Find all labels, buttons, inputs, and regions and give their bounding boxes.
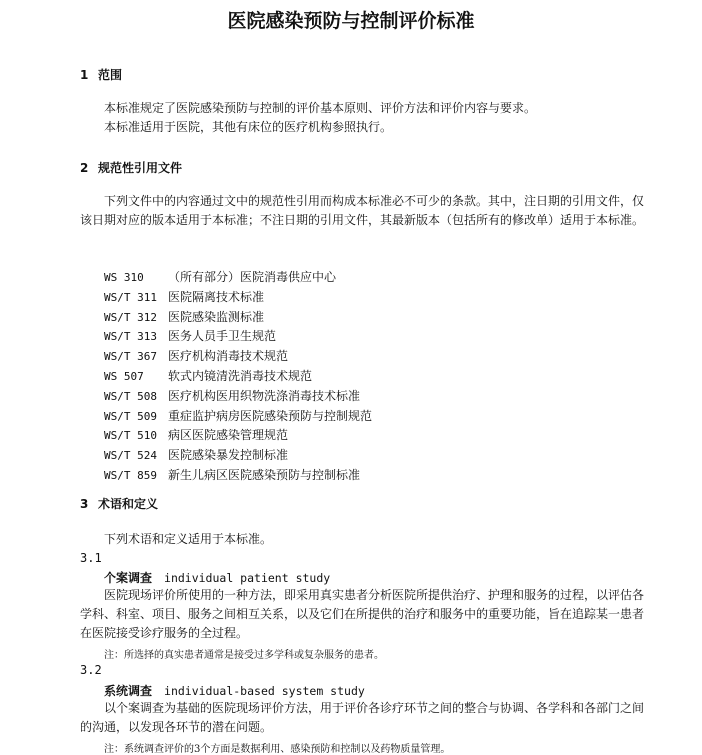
term-definition: 以个案调查为基础的医院现场评价方法，用于评价各诊疗环节之间的整合与协调、各学科和各部门之间的沟通，以发现各环节的潜在问题。 bbox=[80, 701, 645, 734]
reference-item: WS 507 软式内镜清洗消毒技术规范 bbox=[104, 368, 313, 383]
term-chinese: 系统调查 bbox=[104, 684, 153, 698]
reference-item: WS/T 313 医务人员手卫生规范 bbox=[104, 329, 277, 344]
section-3-heading bbox=[80, 495, 158, 512]
section-number: 1 bbox=[80, 68, 89, 82]
term-note: 注：系统调查评价的3个方面是数据利用、感染预防和控制以及药物质量管理。 bbox=[104, 744, 451, 755]
paragraph: 下列术语和定义适用于本标准。 bbox=[104, 532, 273, 546]
clause-number: 3.2 bbox=[80, 663, 102, 677]
clause-number: 3.1 bbox=[80, 551, 102, 565]
reference-item: WS/T 510 病区医院感染管理规范 bbox=[104, 428, 289, 443]
term-entry bbox=[104, 682, 365, 699]
term-entry bbox=[104, 569, 330, 586]
paragraph: 下列文件中的内容通过文中的规范性引用而构成本标准必不可少的条款。其中，注日期的引用文件，仅该日期对应的版本适用于本标准；不注日期的引用文件，其最新版本（包括所有的修改单）适用于本标准。 bbox=[80, 194, 645, 227]
reference-item: WS/T 311 医院隔离技术标准 bbox=[104, 289, 265, 304]
section-number: 3 bbox=[80, 497, 89, 511]
term-english: individual-based system study bbox=[164, 684, 365, 698]
term-definition: 医院现场评价所使用的一种方法，即采用真实患者分析医院所提供治疗、护理和服务的过程，以评估各学科、科室、项目、服务之间相互关系，以及它们在所提供的治疗和服务中的重要功能，旨在追踪某一患者在医院接受诊疗服务的全过程。 bbox=[80, 588, 645, 640]
reference-item: WS 310 （所有部分）医院消毒供应中心 bbox=[104, 270, 337, 284]
reference-item: WS/T 524 医院感染暴发控制标准 bbox=[104, 448, 289, 463]
section-title: 范围 bbox=[98, 68, 123, 82]
section-2-heading bbox=[80, 159, 182, 176]
term-english: individual patient study bbox=[164, 571, 331, 585]
section-title: 术语和定义 bbox=[98, 497, 159, 511]
section-number: 2 bbox=[80, 161, 89, 175]
paragraph: 本标准规定了医院感染预防与控制的评价基本原则、评价方法和评价内容与要求。 bbox=[104, 101, 537, 115]
term-note: 注：所选择的真实患者通常是接受过多学科或复杂服务的患者。 bbox=[104, 650, 384, 661]
reference-item: WS/T 367 医疗机构消毒技术规范 bbox=[104, 349, 289, 364]
paragraph: 本标准适用于医院，其他有床位的医疗机构参照执行。 bbox=[104, 120, 393, 134]
section-title: 规范性引用文件 bbox=[98, 161, 183, 175]
term-chinese: 个案调查 bbox=[104, 571, 153, 585]
document-title: 医院感染预防与控制评价标准 bbox=[227, 10, 475, 32]
reference-list bbox=[104, 268, 372, 486]
reference-item: WS/T 312 医院感染监测标准 bbox=[104, 309, 265, 324]
section-1-heading bbox=[80, 66, 122, 83]
reference-item: WS/T 859 新生儿病区医院感染预防与控制标准 bbox=[104, 467, 361, 482]
reference-item: WS/T 509 重症监护病房医院感染预防与控制规范 bbox=[104, 408, 373, 423]
reference-item: WS/T 508 医疗机构医用织物洗涤消毒技术标准 bbox=[104, 388, 361, 403]
